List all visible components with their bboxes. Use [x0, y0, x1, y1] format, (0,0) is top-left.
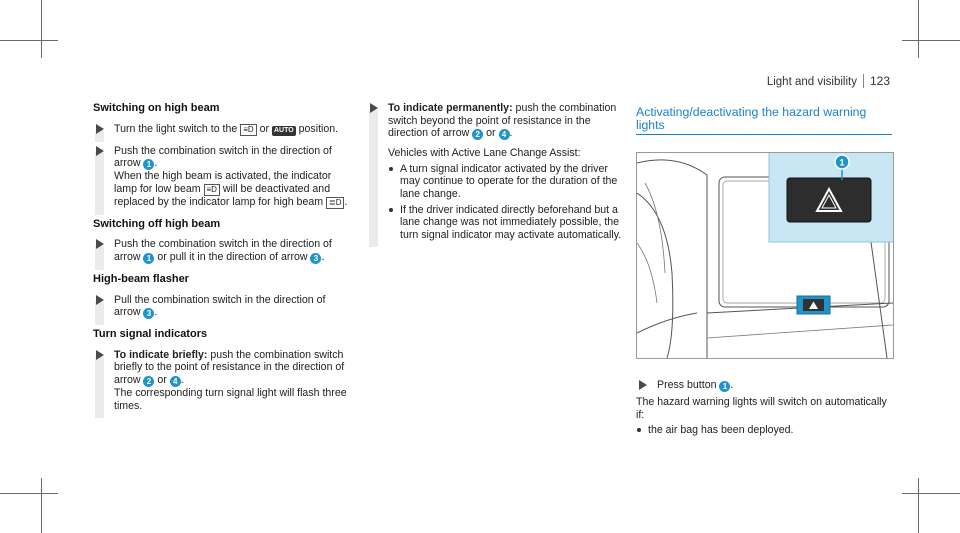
- heading-high-beam-flasher: High-beam flasher: [93, 272, 189, 285]
- low-beam-icon: ≡D: [240, 124, 256, 136]
- marker-3-icon: 3: [143, 308, 154, 319]
- heading-high-beam-on: Switching on high beam: [93, 102, 220, 114]
- column-left: [93, 98, 351, 421]
- high-beam-icon: ≣D: [326, 197, 344, 209]
- crop-mark: [902, 493, 960, 494]
- auto-light-icon: AUTO: [273, 126, 294, 134]
- column-middle: [367, 98, 625, 250]
- step-arrow-icon: [639, 380, 647, 390]
- marker-2-icon: 2: [472, 129, 483, 140]
- marker-1-icon: 1: [143, 253, 154, 264]
- step-arrow-icon: [96, 295, 104, 305]
- marker-4-icon: 4: [499, 129, 510, 140]
- step-note: When the high beam is activated, the indicator lamp for low beam ≡D will be deactivated and replaced by the indicator lamp for high beam ≣D .: [114, 170, 348, 208]
- step-indicate-permanently: [367, 102, 625, 241]
- heading-turn-signal: Turn signal indicators: [93, 328, 208, 341]
- bullet-item: If the driver indicated directly beforehand but a lane change was not immediately possible, the turn signal indicator may activate automatically.: [388, 204, 625, 242]
- crop-mark: [918, 0, 919, 58]
- heading-high-beam-off: Switching off high beam: [93, 217, 221, 230]
- marker-3-icon: 3: [310, 253, 321, 264]
- crop-mark: [0, 40, 58, 41]
- step-arrow-icon: [96, 124, 104, 134]
- marker-1-icon: 1: [839, 157, 845, 168]
- step-text: Press button 1 .: [657, 379, 734, 392]
- low-beam-icon: ≡D: [204, 184, 220, 196]
- step-switch-off-high-beam: [93, 238, 351, 264]
- step-text: To indicate permanently: push the combination switch beyond the point of resistance in the direction of arrow 2 or 4 .: [388, 102, 617, 140]
- step-press-button: [636, 379, 892, 392]
- step-arrow-icon: [370, 103, 378, 113]
- section-title-hazard[interactable]: Activating/deactivating the hazard warning lights: [636, 106, 892, 135]
- step-text: Push the combination switch in the direction of arrow 1 or pull it in the direction of arrow 3 .: [114, 238, 332, 263]
- bullet-item: the air bag has been deployed.: [636, 424, 892, 437]
- step-arrow-icon: [96, 146, 104, 156]
- marker-1-icon: 1: [719, 381, 730, 392]
- section-title: Light and visibility: [766, 76, 857, 88]
- paragraph-auto-activation: The hazard warning lights will switch on automatically if:: [636, 396, 887, 421]
- crop-mark: [0, 493, 58, 494]
- page-number: 123: [869, 74, 890, 88]
- step-text: To indicate briefly: push the combination switch briefly to the point of resistance in the direction of arrow 2 or 4 .: [114, 348, 345, 386]
- crop-mark: [41, 478, 42, 533]
- crop-mark: [902, 40, 960, 41]
- header-divider: [863, 74, 864, 88]
- crop-mark: [41, 0, 42, 58]
- step-text: Push the combination switch in the direction of arrow 1 .: [114, 144, 332, 170]
- step-push-switch: [93, 145, 351, 209]
- marker-2-icon: 2: [143, 376, 154, 387]
- page-header: [767, 74, 890, 88]
- step-flasher: [93, 294, 351, 320]
- step-indicate-briefly: [93, 349, 351, 412]
- marker-4-icon: 4: [170, 376, 181, 387]
- step-note: The corresponding turn signal light will flash three times.: [114, 386, 347, 412]
- hazard-button-illustration: [636, 152, 894, 359]
- step-text: Pull the combination switch in the direction of arrow 3 .: [114, 293, 326, 319]
- crop-mark: [918, 478, 919, 533]
- step-arrow-icon: [96, 239, 104, 249]
- bullet-item: A turn signal indicator activated by the driver may continue to operate for the duration of the lane change.: [388, 163, 625, 201]
- marker-1-icon: 1: [143, 159, 154, 170]
- step-arrow-icon: [96, 350, 104, 360]
- column-right: [636, 98, 892, 437]
- step-text: Turn the light switch to the ≡D or AUTO position.: [114, 122, 339, 135]
- step-turn-light-switch: [93, 123, 351, 136]
- step-note: Vehicles with Active Lane Change Assist:: [388, 147, 581, 160]
